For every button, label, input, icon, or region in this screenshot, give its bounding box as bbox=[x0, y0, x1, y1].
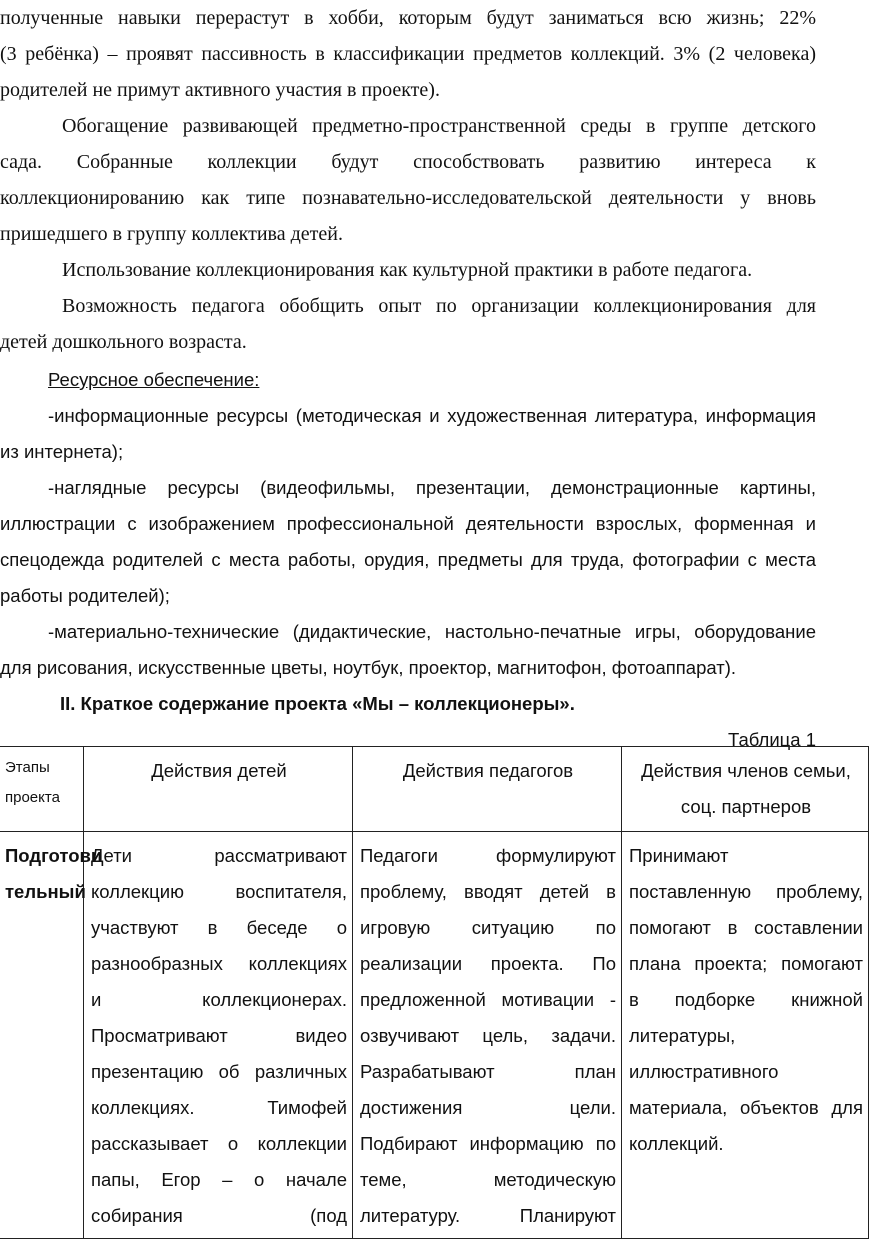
family-cell bbox=[622, 832, 869, 1239]
text-line: (3 ребёнка) – проявят пассивность в классификации предметов коллекций. 3% (2 человека) bbox=[0, 43, 816, 65]
project-table bbox=[0, 746, 869, 1239]
cell-line: и коллекционерах. bbox=[91, 989, 347, 1010]
cell-line: папы, Егор – о начале bbox=[91, 1169, 347, 1190]
header-teachers-text: Действия педагогов bbox=[402, 760, 574, 781]
cell-line: в подборке книжной bbox=[629, 989, 863, 1010]
cell-line: Просматривают видео bbox=[91, 1025, 347, 1046]
cell-line: Подбирают информацию по bbox=[360, 1133, 616, 1154]
text-line: для рисования, искусственные цветы, ноутбук, проектор, магнитофон, фотоаппарат). bbox=[0, 657, 737, 678]
table-row bbox=[0, 832, 869, 1239]
header-family-line: соц. партнеров bbox=[680, 796, 812, 817]
text-line: спецодежда родителей с места работы, орудия, предметы для труда, фотографии с места bbox=[0, 549, 816, 570]
stage-line: Подготови bbox=[5, 845, 103, 866]
stage-cell bbox=[0, 832, 103, 1239]
cell-line: Принимают bbox=[629, 845, 729, 866]
header-stages bbox=[0, 747, 84, 832]
text-line: коллекционированию как типе познавательно-исследовательской деятельности у вновь bbox=[0, 187, 816, 209]
text-line: -информационные ресурсы (методическая и художественная литература, информация bbox=[48, 405, 816, 426]
cell-line: проблему, вводят детей в bbox=[360, 881, 616, 902]
cell-line: литературу. Планируют bbox=[360, 1205, 616, 1226]
cell-line: коллекцию воспитателя, bbox=[91, 881, 347, 902]
header-children-text: Действия детей bbox=[151, 760, 287, 781]
cell-line: рассказывает о коллекции bbox=[91, 1133, 347, 1154]
header-teachers bbox=[353, 747, 622, 832]
table-caption: Таблица 1 bbox=[728, 729, 816, 750]
cell-line: игровую ситуацию по bbox=[360, 917, 616, 938]
header-family bbox=[622, 747, 869, 832]
cell-line: Педагоги формулируют bbox=[360, 845, 616, 866]
cell-line: плана проекта; помогают bbox=[629, 953, 863, 974]
cell-line: разнообразных коллекциях bbox=[91, 953, 347, 974]
text-line: из интернета); bbox=[0, 441, 124, 462]
teachers-cell bbox=[353, 832, 622, 1239]
header-stages-line: проекта bbox=[5, 789, 60, 806]
text-line: пришедшего в группу коллектива детей. bbox=[0, 223, 343, 245]
cell-line: Разрабатывают план bbox=[360, 1061, 616, 1082]
stage-line: тельный bbox=[5, 881, 86, 902]
cell-line: литературы, bbox=[629, 1025, 736, 1046]
cell-line: теме, методическую bbox=[360, 1169, 616, 1190]
section-title: II. Краткое содержание проекта «Мы – коллекционеры». bbox=[60, 693, 575, 714]
cell-line: материала, объектов для bbox=[629, 1097, 863, 1118]
cell-line: озвучивают цель, задачи. bbox=[360, 1025, 616, 1046]
cell-line: реализации проекта. По bbox=[360, 953, 616, 974]
text-line: полученные навыки перерастут в хобби, которым будут заниматься всю жизнь; 22% bbox=[0, 7, 816, 29]
text-line: Возможность педагога обобщить опыт по организации коллекционирования для bbox=[62, 295, 816, 317]
header-children bbox=[84, 747, 353, 832]
text-line: работы родителей); bbox=[0, 585, 170, 606]
header-family-line: Действия членов семьи, bbox=[641, 760, 851, 781]
cell-line: предложенной мотивации - bbox=[360, 989, 616, 1010]
text-line: Использование коллекционирования как культурной практики в работе педагога. bbox=[62, 259, 753, 281]
cell-line: поставленную проблему, bbox=[629, 881, 863, 902]
table-header-row bbox=[0, 747, 869, 832]
text-line: сада. Собранные коллекции будут способствовать развитию интереса к bbox=[0, 151, 816, 173]
cell-line: помогают в составлении bbox=[629, 917, 863, 938]
cell-line: достижения цели. bbox=[360, 1097, 616, 1118]
cell-line: участвуют в беседе о bbox=[91, 917, 347, 938]
text-line: Обогащение развивающей предметно-пространственной среды в группе детского bbox=[62, 115, 816, 137]
cell-line: иллюстративного bbox=[629, 1061, 779, 1082]
cell-line: Дети рассматривают bbox=[91, 845, 347, 866]
cell-line: собирания (под bbox=[91, 1205, 347, 1226]
resources-heading: Ресурсное обеспечение: bbox=[48, 369, 260, 390]
cell-line: коллекциях. Тимофей bbox=[91, 1097, 347, 1118]
text-line: -материально-технические (дидактические, настольно-печатные игры, оборудование bbox=[48, 621, 816, 642]
text-line: -наглядные ресурсы (видеофильмы, презентации, демонстрационные картины, bbox=[48, 477, 816, 498]
text-line: иллюстрации с изображением профессиональной деятельности взрослых, форменная и bbox=[0, 513, 816, 534]
text-line: родителей не примут активного участия в проекте). bbox=[0, 79, 440, 101]
text-line: детей дошкольного возраста. bbox=[0, 331, 247, 353]
header-stages-line: Этапы bbox=[5, 759, 50, 776]
children-cell bbox=[84, 832, 353, 1239]
cell-line: презентацию об различных bbox=[91, 1061, 347, 1082]
cell-line: коллекций. bbox=[629, 1133, 724, 1154]
